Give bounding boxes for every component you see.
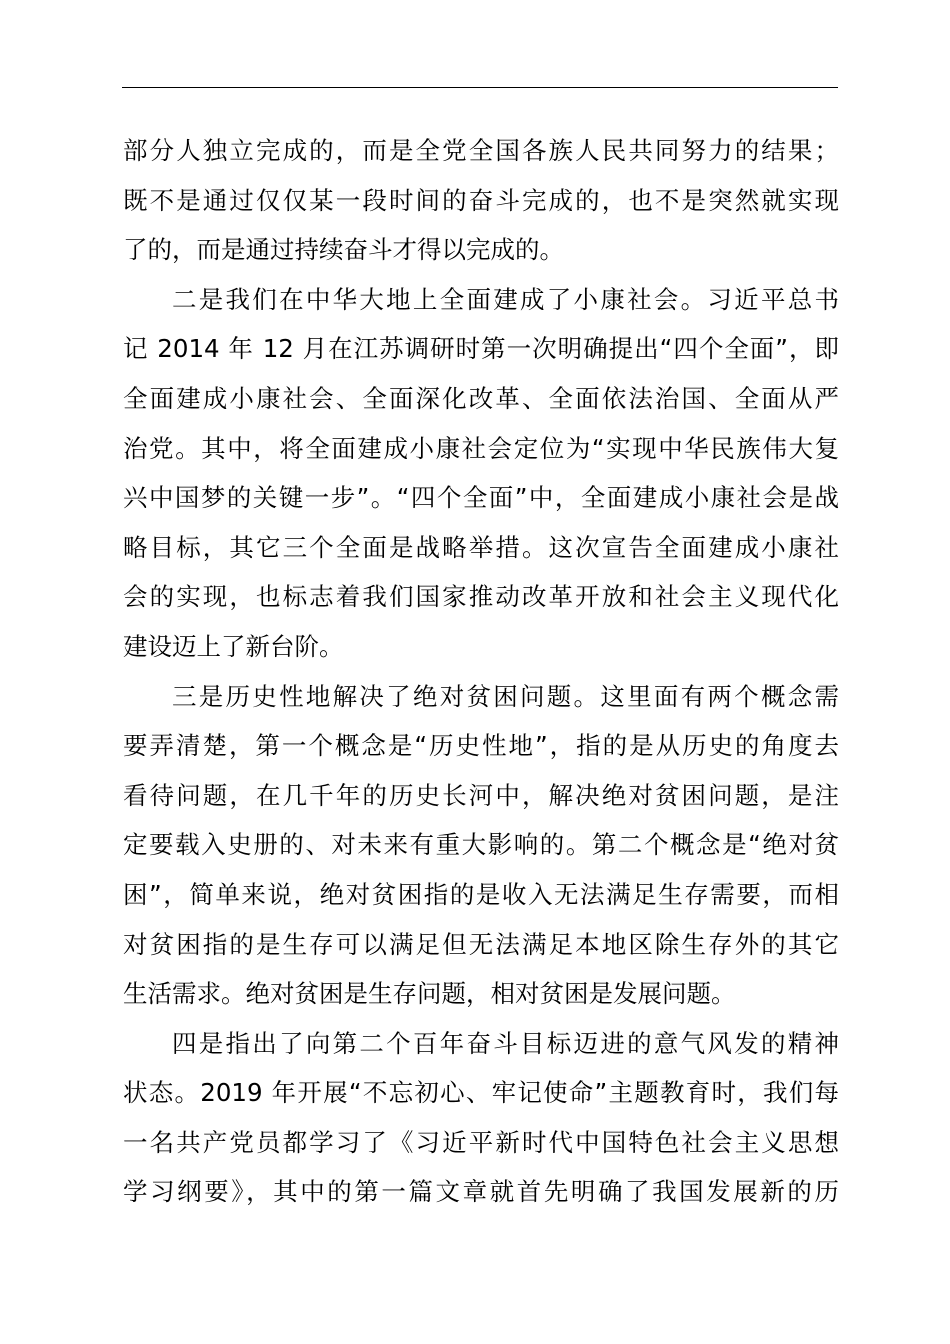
- text-line: 略目标，其它三个全面是战略举措。这次宣告全面建成小康社: [123, 532, 839, 562]
- text-line: 对贫困指的是生存可以满足但无法满足本地区除生存外的其它: [123, 929, 839, 959]
- text-line: 既不是通过仅仅某一段时间的奋斗完成的，也不是突然就实现: [123, 185, 839, 215]
- text-line: 了的，而是通过持续奋斗才得以完成的。: [123, 235, 564, 265]
- text-line: 一名共产党员都学习了《习近平新时代中国特色社会主义思想: [123, 1127, 839, 1157]
- text-line: 三是历史性地解决了绝对贫困问题。这里面有两个概念需: [172, 681, 839, 711]
- text-line: 要弄清楚，第一个概念是“历史性地”，指的是从历史的角度去: [123, 731, 839, 761]
- text-line: 二是我们在中华大地上全面建成了小康社会。习近平总书: [172, 284, 839, 314]
- text-line: 看待问题，在几千年的历史长河中，解决绝对贫困问题，是注: [123, 780, 839, 810]
- text-line: 建设迈上了新台阶。: [123, 631, 344, 661]
- text-line: 兴中国梦的关键一步”。“四个全面”中，全面建成小康社会是战: [123, 483, 839, 513]
- header-rule: [122, 87, 838, 88]
- text-line: 状态。2019 年开展“不忘初心、牢记使命”主题教育时，我们每: [123, 1078, 839, 1108]
- text-line: 定要载入史册的、对未来有重大影响的。第二个概念是“绝对贫: [123, 830, 839, 860]
- document-body: [123, 126, 839, 1217]
- text-line: 四是指出了向第二个百年奋斗目标迈进的意气风发的精神: [172, 1028, 839, 1058]
- text-line: 困”，简单来说，绝对贫困指的是收入无法满足生存需要，而相: [123, 879, 839, 909]
- text-line: 部分人独立完成的，而是全党全国各族人民共同努力的结果；: [123, 136, 839, 165]
- text-line: 生活需求。绝对贫困是生存问题，相对贫困是发展问题。: [123, 979, 736, 1009]
- text-line: 记 2014 年 12 月在江苏调研时第一次明确提出“四个全面”，即: [123, 334, 839, 364]
- text-line: 会的实现，也标志着我们国家推动改革开放和社会主义现代化: [123, 582, 839, 612]
- text-line: 学习纲要》，其中的第一篇文章就首先明确了我国发展新的历: [123, 1177, 839, 1207]
- text-line: 治党。其中，将全面建成小康社会定位为“实现中华民族伟大复: [123, 433, 839, 463]
- text-line: 全面建成小康社会、全面深化改革、全面依法治国、全面从严: [123, 383, 839, 413]
